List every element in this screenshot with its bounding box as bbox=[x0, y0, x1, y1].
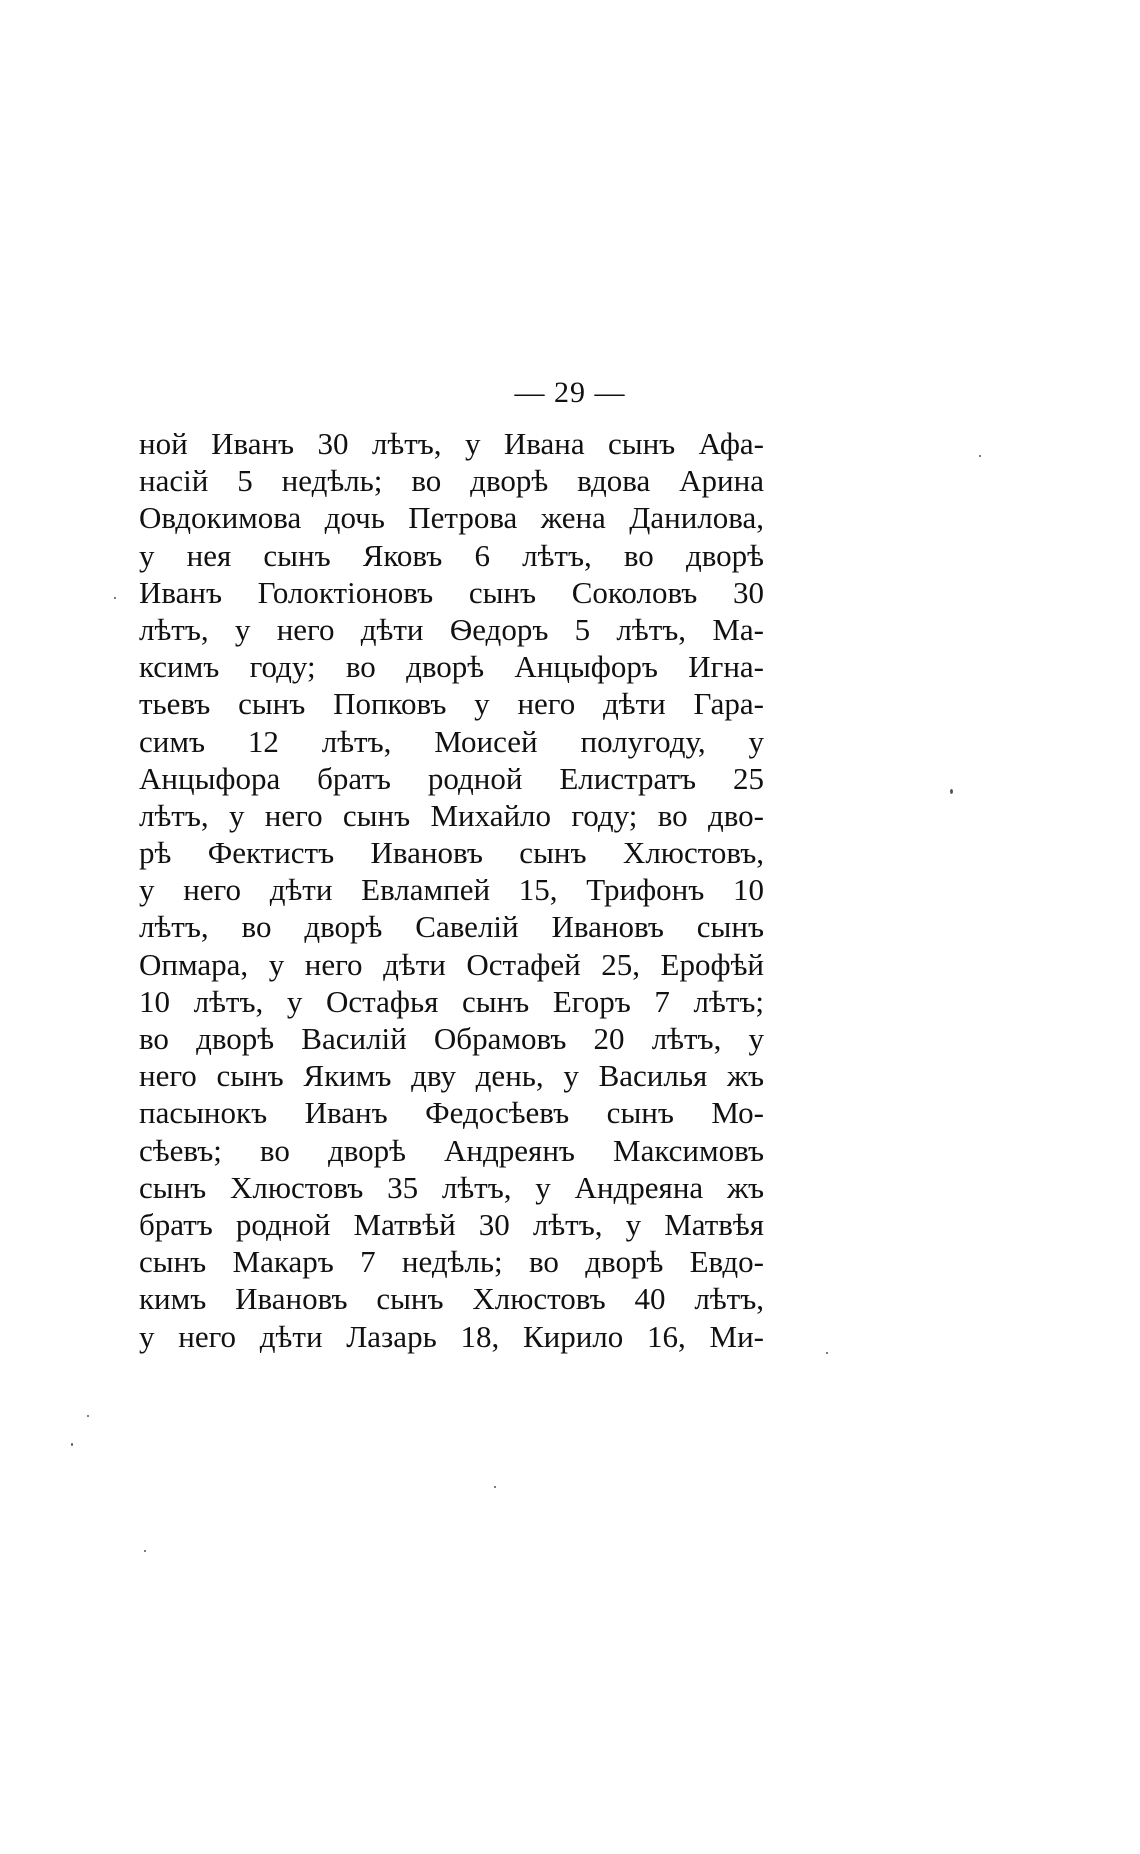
text-line: лѣтъ, у него сынъ Михайло году; во дво- bbox=[139, 797, 764, 833]
text-line: 10 лѣтъ, у Остафья сынъ Егоръ 7 лѣтъ; bbox=[139, 983, 764, 1019]
text-line: лѣтъ, у него дѣти Ѳедоръ 5 лѣтъ, Ма- bbox=[139, 611, 764, 647]
text-line: Анцыфора братъ родной Елистратъ 25 bbox=[139, 760, 764, 796]
text-line: сынъ Макаръ 7 недѣль; во дворѣ Евдо- bbox=[139, 1244, 764, 1280]
text-line: Овдокимова дочь Петрова жена Данилова, bbox=[139, 500, 764, 536]
text-line: насій 5 недѣль; во дворѣ вдова Арина bbox=[139, 463, 764, 499]
scan-speck bbox=[979, 455, 981, 457]
text-line: у него дѣти Лазарь 18, Кирило 16, Ми- bbox=[139, 1318, 764, 1354]
scan-speck bbox=[826, 1352, 828, 1354]
text-line: братъ родной Матвѣй 30 лѣтъ, у Матвѣя bbox=[139, 1206, 764, 1242]
text-line: лѣтъ, во дворѣ Савелій Ивановъ сынъ bbox=[139, 909, 764, 945]
text-line: рѣ Фектистъ Ивановъ сынъ Хлюстовъ, bbox=[139, 835, 764, 871]
text-line: Опмара, у него дѣти Остафей 25, Ерофѣй bbox=[139, 946, 764, 982]
scan-speck bbox=[144, 1550, 146, 1552]
text-line: ксимъ году; во дворѣ Анцыфоръ Игна- bbox=[139, 649, 764, 685]
text-line: у него дѣти Евлампей 15, Трифонъ 10 bbox=[139, 872, 764, 908]
body-text bbox=[139, 425, 764, 1355]
text-line: сѣевъ; во дворѣ Андреянъ Максимовъ bbox=[139, 1132, 764, 1168]
text-line: кимъ Ивановъ сынъ Хлюстовъ 40 лѣтъ, bbox=[139, 1281, 764, 1317]
page-number: — 29 — bbox=[514, 376, 626, 409]
text-line: Иванъ Голоктіоновъ сынъ Соколовъ 30 bbox=[139, 574, 764, 610]
text-line: ной Иванъ 30 лѣтъ, у Ивана сынъ Афа- bbox=[139, 426, 764, 461]
scan-speck bbox=[494, 1486, 496, 1488]
text-line: во дворѣ Василій Обрамовъ 20 лѣтъ, у bbox=[139, 1021, 764, 1056]
text-line: пасынокъ Иванъ Федосѣевъ сынъ Мо- bbox=[139, 1095, 764, 1131]
text-line: симъ 12 лѣтъ, Моисей полугоду, у bbox=[139, 723, 764, 759]
text-line: него сынъ Якимъ дву день, у Василья жъ bbox=[139, 1058, 764, 1094]
text-line: тьевъ сынъ Попковъ у него дѣти Гара- bbox=[139, 686, 764, 722]
scan-speck bbox=[114, 597, 116, 599]
text-line: у нея сынъ Яковъ 6 лѣтъ, во дворѣ bbox=[139, 537, 764, 573]
text-line: сынъ Хлюстовъ 35 лѣтъ, у Андреяна жъ bbox=[139, 1169, 764, 1205]
scan-speck bbox=[87, 1415, 89, 1417]
scan-speck bbox=[950, 789, 953, 794]
scan-speck bbox=[71, 1443, 73, 1446]
